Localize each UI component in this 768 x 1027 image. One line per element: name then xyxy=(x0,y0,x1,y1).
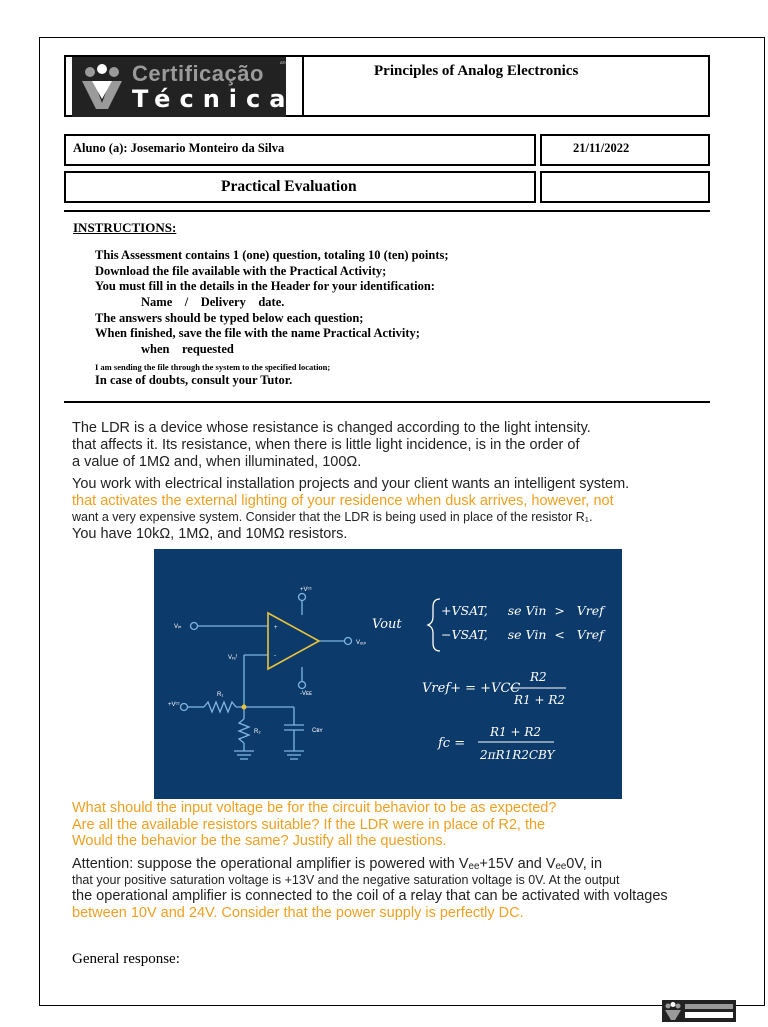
q-line1: What should the input voltage be for the circuit behavior to be as expected? xyxy=(72,800,557,816)
eq3-den: 2πR1R2CBY xyxy=(480,748,555,762)
p2-line1: You work with electrical installation projects and your client wants an intelligent system. xyxy=(72,476,630,492)
q-line3: Would the behavior be the same? Justify all the questions. xyxy=(72,833,447,849)
eq3-num: R1 + R2 xyxy=(490,725,542,739)
p2-line4: You have 10kΩ, 1MΩ, and 10MΩ resistors. xyxy=(72,526,348,542)
p1-line2: that affects it. Its resistance, when there is little light incidence, is in the order of xyxy=(72,437,580,453)
instr-item-4 xyxy=(95,311,363,326)
instructions-heading: INSTRUCTIONS: xyxy=(73,220,177,235)
instr-text: I am sending the file through the system to the specified location; xyxy=(95,362,331,372)
divider-top xyxy=(64,210,710,212)
circuit-figure xyxy=(154,549,622,799)
logo-line1: Certificação xyxy=(132,61,264,86)
label-r1: R₁ xyxy=(217,692,224,698)
eq1-row1: +VSAT, se Vin > Vref xyxy=(441,603,604,618)
course-title: Principles of Analog Electronics xyxy=(374,63,579,79)
eq2-lhs: Vref+ = +VCC xyxy=(422,681,521,696)
label-vcc-left: +Vᶜᶜ xyxy=(168,702,180,708)
att-line3: the operational amplifier is connected to the coil of a relay that can be activated with voltages xyxy=(72,888,668,904)
instr-item-3 xyxy=(95,279,435,294)
instr-text: Download the file available with the Practical Activity; xyxy=(95,264,387,278)
instr-item-5b: when requested xyxy=(141,342,234,356)
p2-line2: that activates the external lighting of your residence when dusk arrives, however, not xyxy=(72,493,614,509)
att-line2: that your positive saturation voltage is +13V and the negative saturation voltage is 0V. At the output xyxy=(72,873,620,887)
people-logo-icon xyxy=(80,63,124,111)
label-cby: Cʙʏ xyxy=(312,728,323,734)
student-name: Aluno (a): Josemario Monteiro da Silva xyxy=(73,141,285,155)
p1-line1: The LDR is a device whose resistance is changed according to the light intensity. xyxy=(72,420,591,436)
general-response-label: General response: xyxy=(72,951,180,967)
q-line2: Are all the available resistors suitable? If the LDR were in place of R2, the xyxy=(72,817,546,833)
opamp-minus: - xyxy=(274,653,276,659)
grade-box xyxy=(540,171,710,203)
logo-line2: Técnica xyxy=(132,85,295,113)
eq3-lhs: fc = xyxy=(438,736,466,751)
instr-item-2 xyxy=(95,264,386,279)
instr-item-6 xyxy=(95,360,330,373)
eq1-lhs: Vout xyxy=(372,617,402,632)
instr-item-3b: Name / Delivery date. xyxy=(141,295,285,309)
eval-title: Practical Evaluation xyxy=(221,178,357,195)
footer-logo xyxy=(662,1000,736,1022)
instr-text: When finished, save the file with the name Practical Activity; xyxy=(95,326,420,340)
p2-line3: want a very expensive system. Consider that the LDR is being used in place of the resistor R₁. xyxy=(72,510,593,524)
date-value: 21/11/2022 xyxy=(573,141,630,155)
comparator-circuit-diagram xyxy=(154,549,622,799)
instr-text: This Assessment contains 1 (one) question, totaling 10 (ten) points; xyxy=(95,248,449,262)
label-vee: -Vᴇᴇ xyxy=(300,691,312,697)
opamp-plus: + xyxy=(274,625,278,631)
eq2-num: R2 xyxy=(530,670,547,684)
eq1-row2: −VSAT, se Vin < Vref xyxy=(441,627,604,642)
instr-text: You must fill in the details in the Header for your identification: xyxy=(95,279,435,293)
divider-bottom xyxy=(64,401,710,403)
certificacao-tecnica-logo xyxy=(72,57,295,117)
label-vout: Vₒᵤₜ xyxy=(356,640,367,646)
eq2-den: R1 + R2 xyxy=(514,693,566,707)
label-vcc-top: +Vᶜᶜ xyxy=(300,587,312,593)
opamp-triangle xyxy=(268,613,319,669)
instr-text: In case of doubts, consult your Tutor. xyxy=(95,373,293,387)
label-vin: Vᵢₙ xyxy=(174,624,182,630)
logo-ao: ao xyxy=(280,60,286,66)
instr-item-1 xyxy=(95,248,449,263)
label-r2: R₂ xyxy=(254,729,261,735)
footer-logo-icon xyxy=(662,1000,736,1022)
instr-item-5 xyxy=(95,326,420,341)
instr-text: The answers should be typed below each question; xyxy=(95,311,364,325)
p1-line3: a value of 1MΩ and, when illuminated, 100Ω. xyxy=(72,454,362,470)
att-line4: between 10V and 24V. Consider that the power supply is perfectly DC. xyxy=(72,905,524,921)
label-vref: Vᵣₑᶠ xyxy=(228,655,238,661)
att-line1: Attention: suppose the operational amplifier is powered with Vₑₑ+15V and Vₑₑ0V, in xyxy=(72,856,603,872)
instr-item-7 xyxy=(95,373,292,388)
